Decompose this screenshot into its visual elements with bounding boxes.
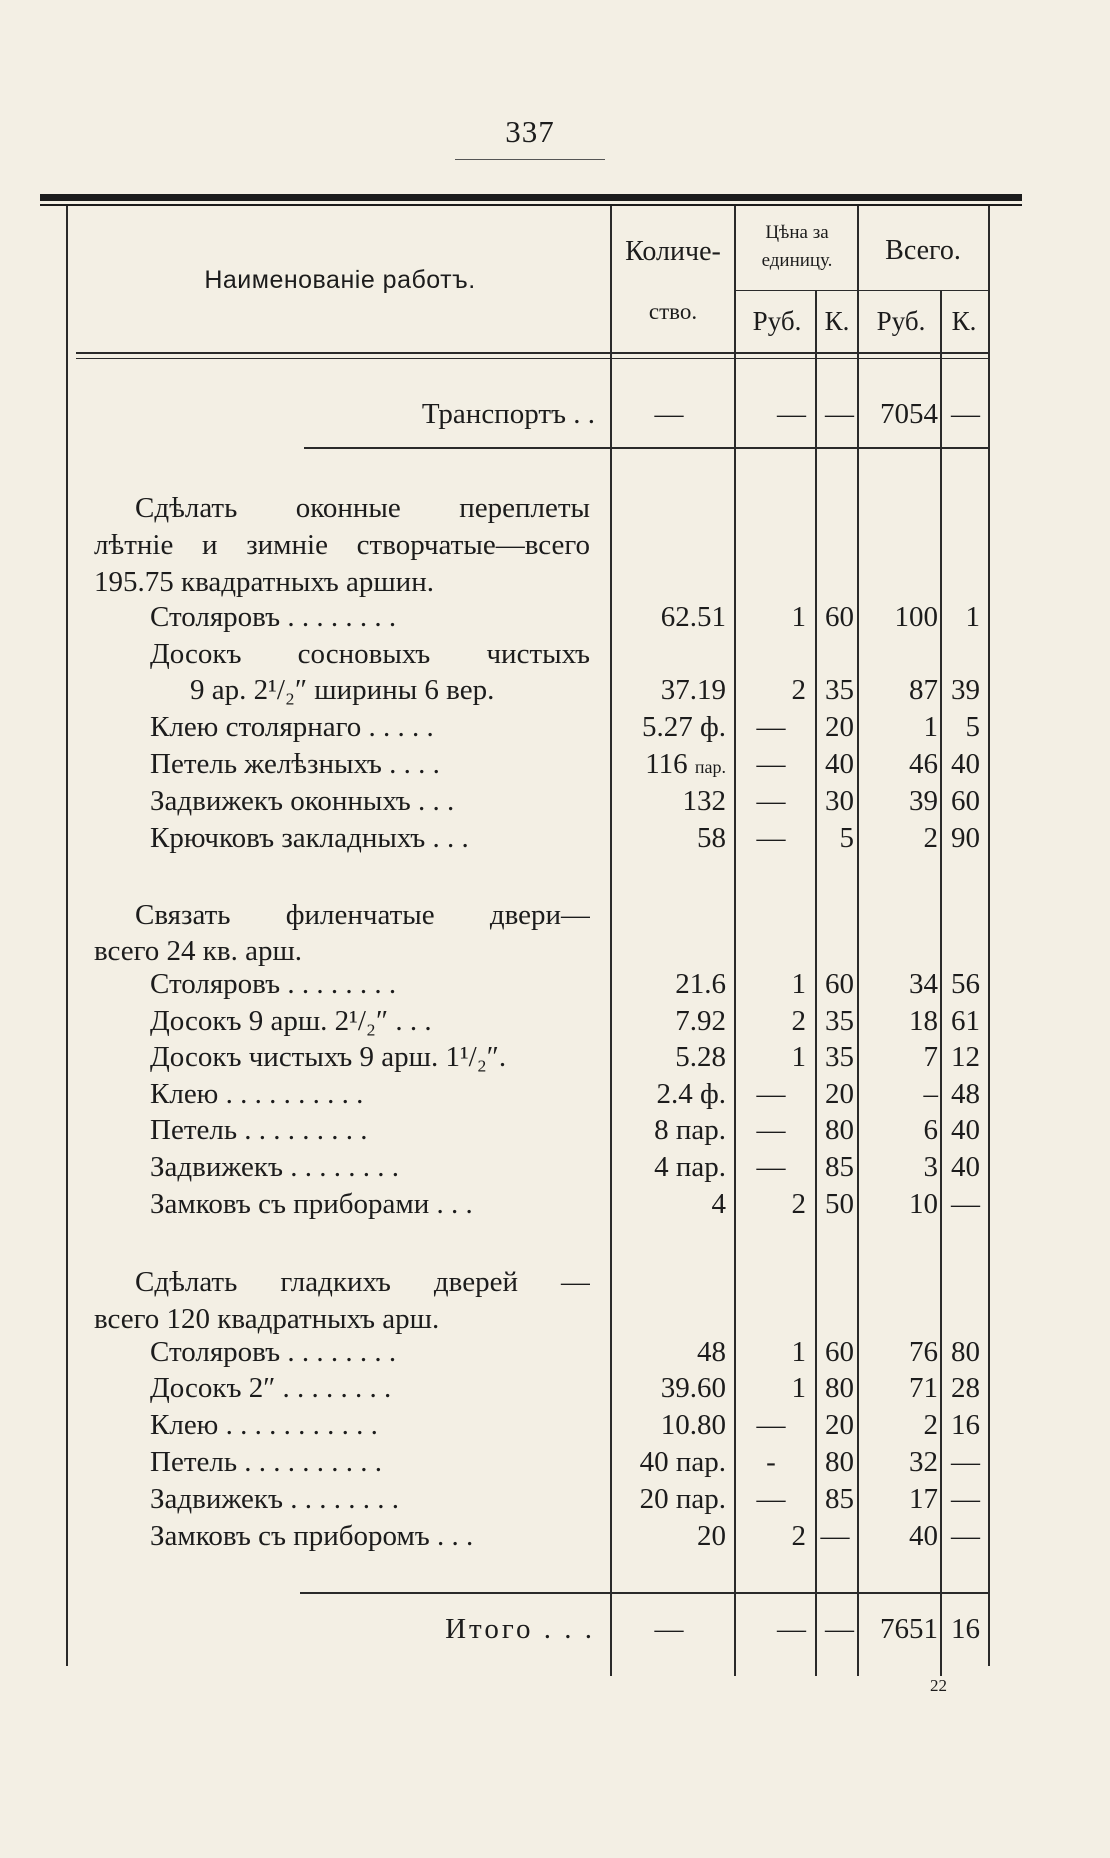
header-price <box>738 219 856 275</box>
table-row <box>0 636 1110 672</box>
row-qty <box>612 746 726 785</box>
row-total-rub: 18 <box>909 1005 938 1037</box>
row-qty: 48 <box>697 1336 726 1368</box>
table-row <box>0 1444 1110 1480</box>
row-qty: 20 пар. <box>639 1483 726 1515</box>
header-qty-line2: ство. <box>648 299 698 324</box>
row-total-kop: — <box>951 1446 980 1478</box>
header-bottom-rule <box>76 352 988 354</box>
table-row <box>0 1076 1110 1112</box>
page-number: 337 <box>505 114 555 149</box>
row-total-kop: 80 <box>951 1336 980 1368</box>
row-price-rub: — <box>756 1114 786 1146</box>
total-label: Итого . . . <box>445 1613 595 1645</box>
total-price-kop: — <box>825 1613 854 1645</box>
row-label: Замковъ съ приборомъ . . . <box>150 1520 474 1552</box>
row-label: Задвижекъ . . . . . . . . <box>150 1483 399 1515</box>
row-price-rub: — <box>756 1409 786 1441</box>
transport-price-kop: — <box>825 398 854 430</box>
total-total-kop: 16 <box>951 1613 980 1645</box>
row-total-kop: 16 <box>951 1409 980 1441</box>
row-label: Столяровъ . . . . . . . . <box>150 1336 397 1368</box>
row-total-kop: 40 <box>951 748 980 780</box>
row-price-kop: 60 <box>825 1336 854 1368</box>
row-total-kop: 39 <box>951 674 980 706</box>
top-rule-thin <box>40 204 1022 206</box>
row-total-kop: — <box>951 1483 980 1515</box>
row-total-kop: 40 <box>951 1151 980 1183</box>
row-total-kop: — <box>951 1188 980 1220</box>
row-label: Столяровъ . . . . . . . . <box>150 968 397 1000</box>
row-label: Задвижекъ . . . . . . . . <box>150 1151 399 1183</box>
row-total-rub: 34 <box>909 968 938 1000</box>
row-price-kop: 40 <box>825 748 854 780</box>
row-qty: 4 пар. <box>654 1151 726 1183</box>
row-qty: 39.60 <box>660 1372 726 1404</box>
row-total-kop: 28 <box>951 1372 980 1404</box>
transport-label: Транспортъ . . <box>421 398 595 430</box>
table-row <box>0 966 1110 1002</box>
row-total-rub: 39 <box>909 785 938 817</box>
row-price-kop: 35 <box>825 1005 854 1037</box>
row-total-rub: 100 <box>894 601 938 633</box>
row-price-rub: 2 <box>791 1188 806 1220</box>
transport-rule <box>304 447 988 449</box>
row-price-rub: 1 <box>791 1336 806 1368</box>
row-total-rub: 32 <box>909 1446 938 1478</box>
row-price-rub: 2 <box>791 1520 806 1552</box>
row-total-rub: 2 <box>923 822 938 854</box>
section2-heading-text2: всего 24 кв. арш. <box>94 935 303 967</box>
row-qty: 20 <box>697 1520 726 1552</box>
table-row <box>0 820 1110 856</box>
row-total-rub: 3 <box>923 1151 938 1183</box>
header-total: Всего. <box>885 235 961 266</box>
row-label: Клею столярнаго . . . . . <box>150 711 434 743</box>
row-qty: 2.4 ф. <box>656 1078 726 1110</box>
row-price-kop: 20 <box>825 1409 854 1441</box>
page-number-rule <box>455 159 605 160</box>
row-total-rub: 71 <box>909 1372 938 1404</box>
top-rule-thick <box>40 194 1022 201</box>
table-row <box>0 599 1110 635</box>
table-row <box>0 1003 1110 1039</box>
row-price-kop: 80 <box>825 1446 854 1478</box>
row-price-rub: — <box>756 785 786 817</box>
row-label: Петель . . . . . . . . . . <box>150 1446 383 1478</box>
row-total-kop: 1 <box>965 601 980 633</box>
table-row <box>0 672 1110 708</box>
row-label: Досокъ сосновыхъ чистыхъ <box>150 638 590 670</box>
header-total-rub: Руб. <box>876 306 926 336</box>
table-row <box>0 1334 1110 1370</box>
row-price-rub: — <box>756 1078 786 1110</box>
row-price-kop: 20 <box>825 1078 854 1110</box>
row-total-kop: 56 <box>951 968 980 1000</box>
row-price-kop: 5 <box>839 822 854 854</box>
transport-price-rub: — <box>777 398 806 430</box>
row-label: Замковъ съ приборами . . . <box>150 1188 473 1220</box>
row-qty: 5.27 ф. <box>641 711 726 743</box>
row-total-kop: 40 <box>951 1114 980 1146</box>
section2-heading-text1: Связать филенчатые двери— <box>135 899 590 931</box>
row-price-kop: 80 <box>825 1114 854 1146</box>
row-price-kop: — <box>820 1520 850 1552</box>
row-price-rub: 2 <box>791 674 806 706</box>
section1-heading-text3: 195.75 квадратныхъ аршин. <box>94 566 434 598</box>
row-price-kop: 85 <box>825 1483 854 1515</box>
header-qty-line1: Количе- <box>625 236 721 267</box>
transport-qty: — <box>654 398 684 430</box>
header-bottom-rule-2 <box>76 358 988 359</box>
header-price-line1: Цѣна за <box>765 222 829 243</box>
header-price-rub: Руб. <box>752 306 802 336</box>
row-total-rub: 6 <box>923 1114 938 1146</box>
row-label: Клею . . . . . . . . . . <box>150 1078 364 1110</box>
header-price-line2: единицу. <box>761 250 833 271</box>
row-qty: 5.28 <box>675 1041 726 1073</box>
row-label-cont: 9 ар. 2¹/₂″ ширины 6 вер. <box>190 674 495 706</box>
header-name: Наименованіе работъ. <box>204 266 476 294</box>
row-price-rub: — <box>756 822 786 854</box>
total-price-rub: — <box>777 1613 806 1645</box>
row-label: Задвижекъ оконныхъ . . . <box>150 785 455 817</box>
row-total-rub: 17 <box>909 1483 938 1515</box>
row-price-kop: 60 <box>825 601 854 633</box>
row-price-rub: 1 <box>791 1041 806 1073</box>
row-price-kop: 30 <box>825 785 854 817</box>
row-total-rub: 7 <box>923 1041 938 1073</box>
row-total-kop: 5 <box>965 711 980 743</box>
table-row <box>0 1407 1110 1443</box>
transport-row <box>0 396 1110 432</box>
total-total-rub: 7651 <box>880 1613 938 1645</box>
row-price-rub: — <box>756 1483 786 1515</box>
row-label: Клею . . . . . . . . . . . <box>150 1409 378 1441</box>
table-row <box>0 1039 1110 1075</box>
row-total-rub: 87 <box>909 674 938 706</box>
row-label: Досокъ чистыхъ 9 арш. 1¹/₂″. <box>150 1041 507 1073</box>
row-price-rub: 2 <box>791 1005 806 1037</box>
row-total-kop: 90 <box>951 822 980 854</box>
row-total-kop: 61 <box>951 1005 980 1037</box>
row-label: Крючковъ закладныхъ . . . <box>150 822 469 854</box>
row-price-kop: 35 <box>825 1041 854 1073</box>
section3-heading-line2 <box>0 1301 1110 1337</box>
row-price-kop: 80 <box>825 1372 854 1404</box>
total-rule <box>300 1592 988 1594</box>
row-total-rub: 76 <box>909 1336 938 1368</box>
row-price-rub: 1 <box>791 968 806 1000</box>
transport-total-kop: — <box>951 398 980 430</box>
section1-heading-line1 <box>0 490 1110 526</box>
row-label: Петель . . . . . . . . . <box>150 1114 368 1146</box>
row-total-kop: 60 <box>951 785 980 817</box>
row-qty: 62.51 <box>660 601 726 633</box>
table-row <box>0 746 1110 782</box>
row-label: Петель желѣзныхъ . . . . <box>150 748 440 780</box>
row-qty: 8 пар. <box>654 1114 726 1146</box>
row-price-rub: 1 <box>791 1372 806 1404</box>
row-qty: 21.6 <box>675 968 726 1000</box>
section3-heading-text1: Сдѣлать гладкихъ дверей — <box>135 1266 590 1298</box>
section1-heading-text1: Сдѣлать оконные переплеты <box>135 492 590 524</box>
row-price-kop: 20 <box>825 711 854 743</box>
table-row <box>0 1481 1110 1517</box>
section1-heading-line3 <box>0 564 1110 600</box>
row-price-rub: — <box>756 748 786 780</box>
row-label: Досокъ 2″ . . . . . . . . <box>150 1372 392 1404</box>
row-qty: 37.19 <box>660 674 726 706</box>
row-price-kop: 60 <box>825 968 854 1000</box>
signature-mark: 22 <box>930 1676 947 1695</box>
row-qty: 4 <box>711 1188 726 1220</box>
row-qty: 132 <box>682 785 726 817</box>
table-row <box>0 1149 1110 1185</box>
row-label: Досокъ 9 арш. 2¹/₂″ . . . <box>150 1005 432 1037</box>
header-total-kop: К. <box>951 306 977 336</box>
table-row <box>0 1112 1110 1148</box>
row-price-kop: 50 <box>825 1188 854 1220</box>
row-qty: 10.80 <box>660 1409 726 1441</box>
row-total-kop: 48 <box>951 1078 980 1110</box>
row-total-rub: 2 <box>923 1409 938 1441</box>
section1-heading-text2: лѣтніе и зимніе створчатые—всего <box>94 529 590 561</box>
row-price-rub: - <box>766 1446 776 1478</box>
row-price-kop: 35 <box>825 674 854 706</box>
table-row <box>0 709 1110 745</box>
section3-heading-line1 <box>0 1264 1110 1300</box>
row-qty: 40 пар. <box>639 1446 726 1478</box>
table-row <box>0 1186 1110 1222</box>
row-total-kop: — <box>951 1520 980 1552</box>
row-price-rub: — <box>756 711 786 743</box>
table-row <box>0 783 1110 819</box>
row-price-kop: 85 <box>825 1151 854 1183</box>
row-qty-unit: пар. <box>694 757 726 777</box>
section1-heading-line2 <box>0 527 1110 563</box>
section2-heading-line2 <box>0 933 1110 969</box>
row-price-rub: 1 <box>791 601 806 633</box>
row-total-rub: 1 <box>923 711 938 743</box>
table-row <box>0 1370 1110 1406</box>
row-total-rub: – <box>923 1078 938 1110</box>
table-row <box>0 1518 1110 1554</box>
row-qty: 58 <box>697 822 726 854</box>
section2-heading-line1 <box>0 897 1110 933</box>
transport-total-rub: 7054 <box>880 398 938 430</box>
row-price-rub: — <box>756 1151 786 1183</box>
row-total-rub: 46 <box>909 748 938 780</box>
row-total-kop: 12 <box>951 1041 980 1073</box>
row-qty-value: 116 <box>645 748 688 780</box>
row-total-rub: 10 <box>909 1188 938 1220</box>
header-subdivider <box>736 290 988 291</box>
section3-heading-text2: всего 120 квадратныхъ арш. <box>94 1303 440 1335</box>
total-row <box>0 1611 1110 1647</box>
header-price-kop: К. <box>824 306 850 336</box>
total-qty: — <box>654 1613 684 1645</box>
row-total-rub: 40 <box>909 1520 938 1552</box>
row-qty: 7.92 <box>675 1005 726 1037</box>
row-label: Столяровъ . . . . . . . . <box>150 601 397 633</box>
